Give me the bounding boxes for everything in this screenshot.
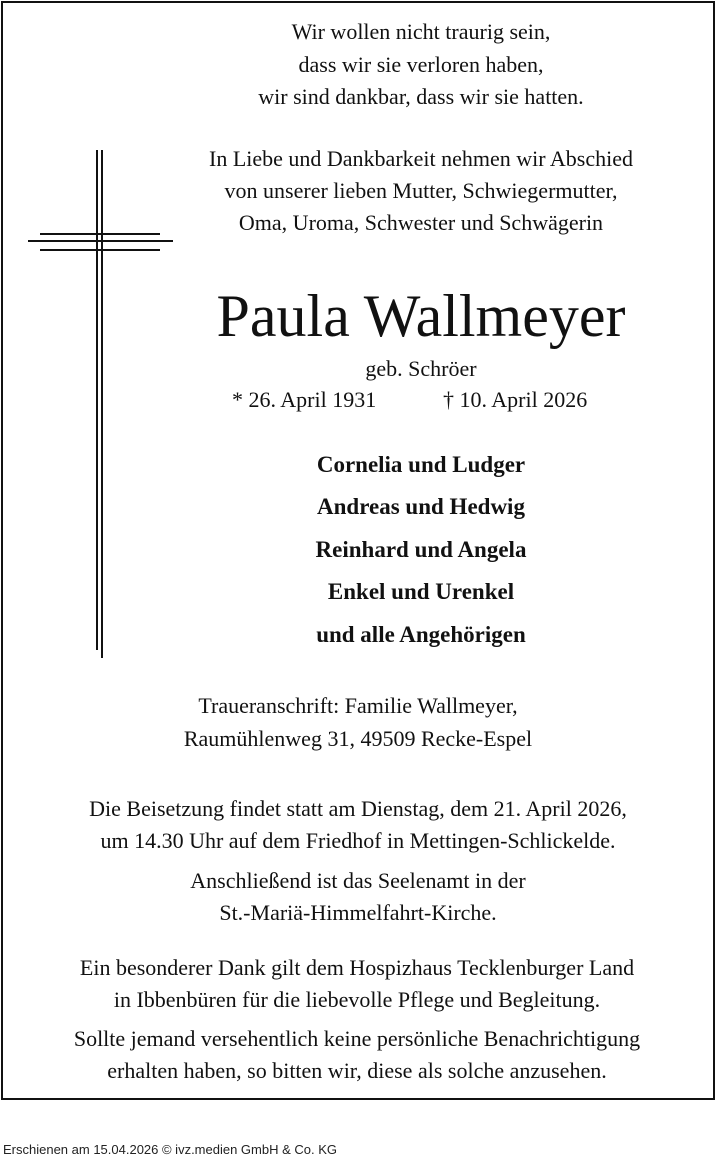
mourner-line: Reinhard und Angela <box>315 537 527 562</box>
note-line: Sollte jemand versehentlich keine persönliche Benachrichtigung <box>73 1026 641 1051</box>
intro-line: In Liebe und Dankbarkeit nehmen wir Abschied <box>209 146 633 171</box>
note-line: erhalten haben, so bitten wir, diese als solche anzusehen. <box>107 1058 607 1083</box>
mass-line: Anschließend ist das Seelenamt in der <box>190 868 526 893</box>
mourner-line: Enkel und Urenkel <box>327 579 515 604</box>
mass-line: St.-Mariä-Himmelfahrt-Kirche. <box>219 900 497 925</box>
address-line: Raumühlenweg 31, 49509 Recke-Espel <box>183 726 533 751</box>
thanks-line: Ein besonderer Dank gilt dem Hospizhaus Tecklenburger Land <box>79 955 635 980</box>
funeral-line: Die Beisetzung findet statt am Dienstag, dem 21. April 2026, <box>89 796 627 821</box>
birth-date: * 26. April 1931 <box>232 387 377 412</box>
deceased-name: Paula Wallmeyer <box>216 283 626 349</box>
thanks-line: in Ibbenbüren für die liebevolle Pflege und Begleitung. <box>113 987 601 1012</box>
address-line: Traueranschrift: Familie Wallmeyer, <box>198 693 518 718</box>
mourner-line: und alle Angehörigen <box>316 622 526 647</box>
motto-line: Wir wollen nicht traurig sein, <box>291 19 551 44</box>
publication-footer: Erschienen am 15.04.2026 © ivz.medien GmbH & Co. KG <box>3 1142 338 1157</box>
birth-name: geb. Schröer <box>365 356 477 381</box>
funeral-line: um 14.30 Uhr auf dem Friedhof in Mettingen-Schlickelde. <box>100 828 616 853</box>
mourner-line: Cornelia und Ludger <box>316 452 526 477</box>
mourner-line: Andreas und Hedwig <box>317 494 525 519</box>
intro-line: Oma, Uroma, Schwester und Schwägerin <box>238 210 604 235</box>
motto-line: wir sind dankbar, dass wir sie hatten. <box>258 84 584 109</box>
death-date: † 10. April 2026 <box>443 387 588 412</box>
intro-line: von unserer lieben Mutter, Schwiegermutter, <box>224 178 618 203</box>
motto-line: dass wir sie verloren haben, <box>298 52 544 77</box>
